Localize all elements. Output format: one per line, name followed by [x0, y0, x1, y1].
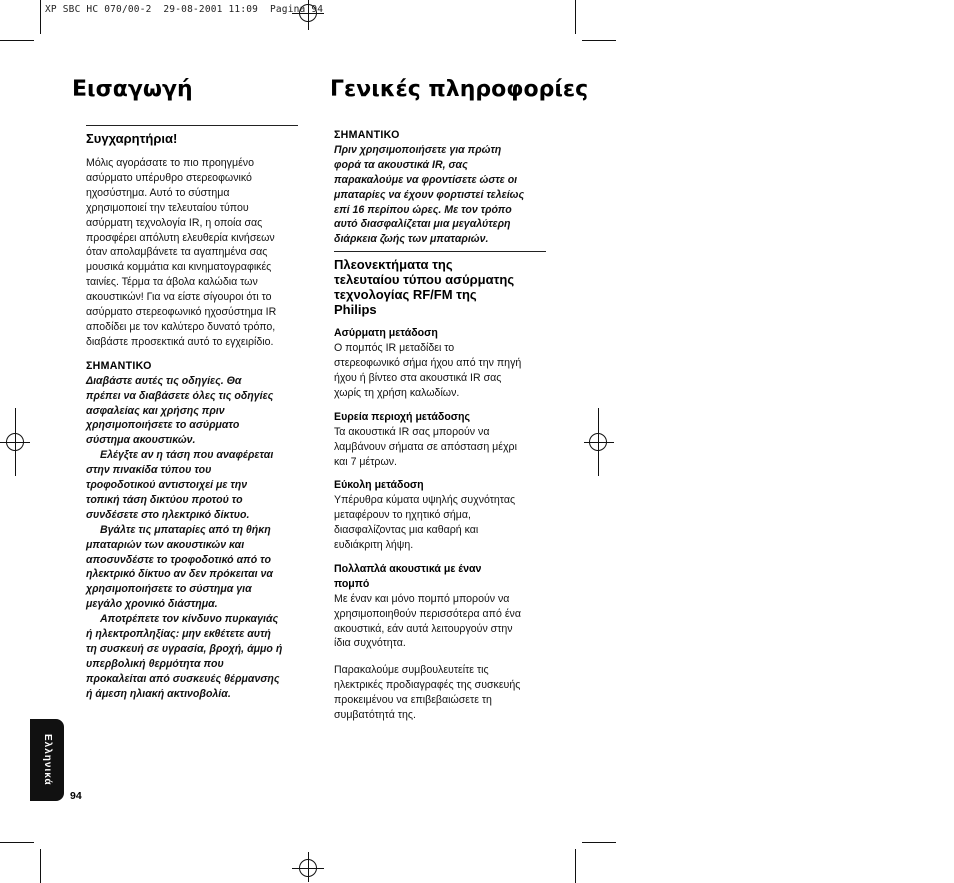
text-line: τροφοδοτικού αντιστοιχεί με την [86, 479, 248, 492]
language-tab [30, 719, 64, 801]
text-line: αυτό διασφαλίζεται μια μεγαλύτερη [334, 218, 511, 231]
text-line: ή ηλεκτροπληξίας: μην εκθέτετε αυτή [86, 628, 271, 641]
feature-heading: πομπό [334, 577, 370, 590]
crop-mark [0, 842, 34, 843]
text-line: σύστημα ακουστικών. [86, 434, 196, 447]
text-line: ασύρματο υπέρυθρο στερεοφωνικό [86, 171, 252, 184]
text-line: ακουστικά, εάν αυτά λειτουργούν στην [334, 622, 513, 635]
text-line: διάρκεια ζωής των μπαταριών. [334, 233, 489, 246]
text-line: ευδιάκριτη λήψη. [334, 539, 414, 552]
text-line: Τα ακουστικά IR σας μπορούν να [334, 425, 490, 438]
safety-note [86, 523, 298, 612]
important-label: ΣΗΜΑΝΤΙΚΟ [86, 359, 152, 372]
text-line: λαμβάνουν σήματα σε απόσταση μέχρι [334, 440, 517, 453]
text-line: χρησιμοποιήσετε το σύστημα για [86, 583, 252, 596]
text-line: στερεοφωνικό σήμα ήχου από την πηγή [334, 357, 522, 370]
feature-text [334, 425, 546, 470]
crop-mark [40, 0, 41, 34]
text-line: προκειμένου να επιβεβαιώσετε τη [334, 694, 492, 707]
section-title-congratulations: Συγχαρητήρια! [86, 131, 178, 146]
section-rule [334, 251, 546, 252]
text-line: μουσικά κομμάτια και κινηματογραφικές [86, 261, 272, 274]
text-line: Πριν χρησιμοποιήσετε για πρώτη [334, 143, 502, 156]
text-line: αποδίδει με τον καλύτερο δυνατό τρόπο, [86, 320, 276, 333]
text-line: ήχου ή βίντεο στα ακουστικά IR σας [334, 371, 502, 384]
title-line: τεχνολογίας RF/FM της [334, 287, 477, 303]
text-line: Αποτρέπετε τον κίνδυνο πυρκαγιάς [100, 613, 279, 626]
safety-note [86, 612, 298, 701]
text-line: στην πινακίδα τύπου του [86, 464, 212, 477]
text-line: πρέπει να διαβάσετε όλες τις οδηγίες [86, 389, 274, 402]
text-line: χωρίς τη χρήση καλωδίων. [334, 386, 460, 399]
title-line: τελευταίου τύπου ασύρματης [334, 272, 515, 288]
text-line: φορά τα ακουστικά IR, σας [334, 158, 468, 171]
text-line: μπαταρίες να έχουν φορτιστεί τελείως [334, 188, 525, 201]
text-line: ηλεκτρικές προδιαγραφές της συσκευής [334, 679, 521, 692]
text-line: όταν απολαμβάνετε τα αγαπημένα σας [86, 246, 268, 259]
text-line: ασύρματη τεχνολογία IR, η οποία σας [86, 216, 263, 229]
crop-mark [582, 40, 616, 41]
text-line: Με έναν και μόνο πομπό μπορούν να [334, 592, 510, 605]
feature-wide-range [334, 410, 546, 470]
feature-text [334, 592, 546, 652]
section-title-advantages [334, 257, 546, 317]
text-line: Υπέρυθρα κύματα υψηλής συχνότητας [334, 494, 516, 507]
language-tab-label: Ελληνικά [42, 734, 53, 786]
page-title-general-info: Γενικές πληροφορίες [330, 77, 589, 102]
text-line: χρησιμοποιεί την τελευταίου τύπου [86, 201, 249, 214]
crop-mark [575, 849, 576, 883]
battery-note [334, 143, 546, 247]
text-line: ασύρματο στερεοφωνικό ηχοσύστημα IR [86, 306, 277, 319]
feature-heading: Πολλαπλά ακουστικά με έναν [334, 562, 482, 575]
feature-heading: Ασύρματη μετάδοση [334, 327, 438, 340]
text-line: και 7 μέτρων. [334, 455, 397, 468]
text-line: Βγάλτε τις μπαταρίες από τη θήκη [100, 523, 271, 536]
intro-paragraph [86, 156, 298, 350]
closing-paragraph [334, 663, 546, 723]
crop-mark [40, 849, 41, 883]
feature-multiple-headphones [334, 562, 546, 651]
crop-mark [582, 842, 616, 843]
text-line: ταινίες. Τέρμα τα άβολα καλώδια των [86, 276, 258, 289]
important-label: ΣΗΜΑΝΤΙΚΟ [334, 129, 400, 141]
left-column [86, 125, 298, 702]
feature-heading: Εύκολη μετάδοση [334, 479, 424, 492]
print-header: XP SBC HC 070/00-2 29-08-2001 11:09 Pagina 94 [45, 4, 324, 15]
text-line: ίδια συχνότητα. [334, 637, 406, 650]
text-line: συνδέσετε στο ηλεκτρικό δίκτυο. [86, 508, 250, 521]
text-line: συμβατότητά της. [334, 709, 416, 722]
text-line: μεγάλο χρονικό διάστημα. [86, 598, 218, 611]
text-line: αποσυνδέστε το τροφοδοτικό από το [86, 553, 271, 566]
page-number: 94 [70, 790, 82, 802]
text-line: Ο πομπός IR μεταδίδει το [334, 342, 455, 355]
text-line: διασφαλίζοντας μια καθαρή και [334, 524, 479, 537]
text-line: Διαβάστε αυτές τις οδηγίες. Θα [86, 374, 242, 387]
text-line: τοπική τάση δικτύου προτού το [86, 493, 243, 506]
text-line: προσφέρει απόλυτη ελευθερία κινήσεων [86, 231, 275, 244]
feature-text [334, 493, 546, 553]
safety-note [86, 448, 298, 523]
text-line: χρησιμοποιηθούν περισσότερα από ένα [334, 607, 521, 620]
text-line: ή άμεση ηλιακή ακτινοβολία. [86, 687, 231, 700]
text-line: επί 16 περίπου ώρες. Με τον τρόπο [334, 203, 512, 216]
text-line: ακουστικών! Για να είστε σίγουροι ότι το [86, 291, 272, 304]
text-line: παρακαλούμε να φροντίσετε ώστε οι [334, 173, 518, 186]
title-line: Philips [334, 302, 377, 318]
feature-heading: Ευρεία περιοχή μετάδοσης [334, 410, 471, 423]
text-line: μπαταριών των ακουστικών και [86, 538, 245, 551]
intro-text [86, 156, 298, 350]
safety-note [86, 374, 298, 449]
text-line: ηχοσύστημα. Αυτό το σύστημα [86, 186, 230, 199]
page-title-intro: Εισαγωγή [72, 77, 193, 102]
feature-wireless-transmission [334, 326, 546, 401]
title-line: Πλεονεκτήματα της [334, 257, 453, 273]
text-line: Παρακαλούμε συμβουλευτείτε τις [334, 664, 489, 677]
text-line: Ελέγξτε αν η τάση που αναφέρεται [100, 449, 274, 462]
crop-mark [575, 0, 576, 34]
crop-mark [0, 40, 34, 41]
feature-text [334, 341, 546, 401]
feature-easy-transmission [334, 478, 546, 553]
right-column [334, 128, 546, 732]
text-line: μεταφέρουν το ηχητικό σήμα, [334, 509, 471, 522]
text-line: Μόλις αγοράσατε το πιο προηγμένο [86, 157, 254, 169]
text-line: ασφαλείας και χρήσης πριν [86, 404, 225, 417]
text-line: υπερβολική θερμότητα που [86, 657, 224, 670]
section-rule [86, 125, 298, 126]
text-line: χρησιμοποιήσετε το ασύρματο [86, 419, 240, 432]
text-line: διαβάστε προσεκτικά αυτό το εγχειρίδιο. [86, 335, 274, 348]
text-line: προκαλείται από συσκευές θέρμανσης [86, 672, 280, 685]
text-line: τη συσκευή σε υγρασία, βροχή, άμμο ή [86, 643, 283, 655]
text-line: ηλεκτρικό δίκτυο αν δεν πρόκειται να [86, 568, 273, 581]
